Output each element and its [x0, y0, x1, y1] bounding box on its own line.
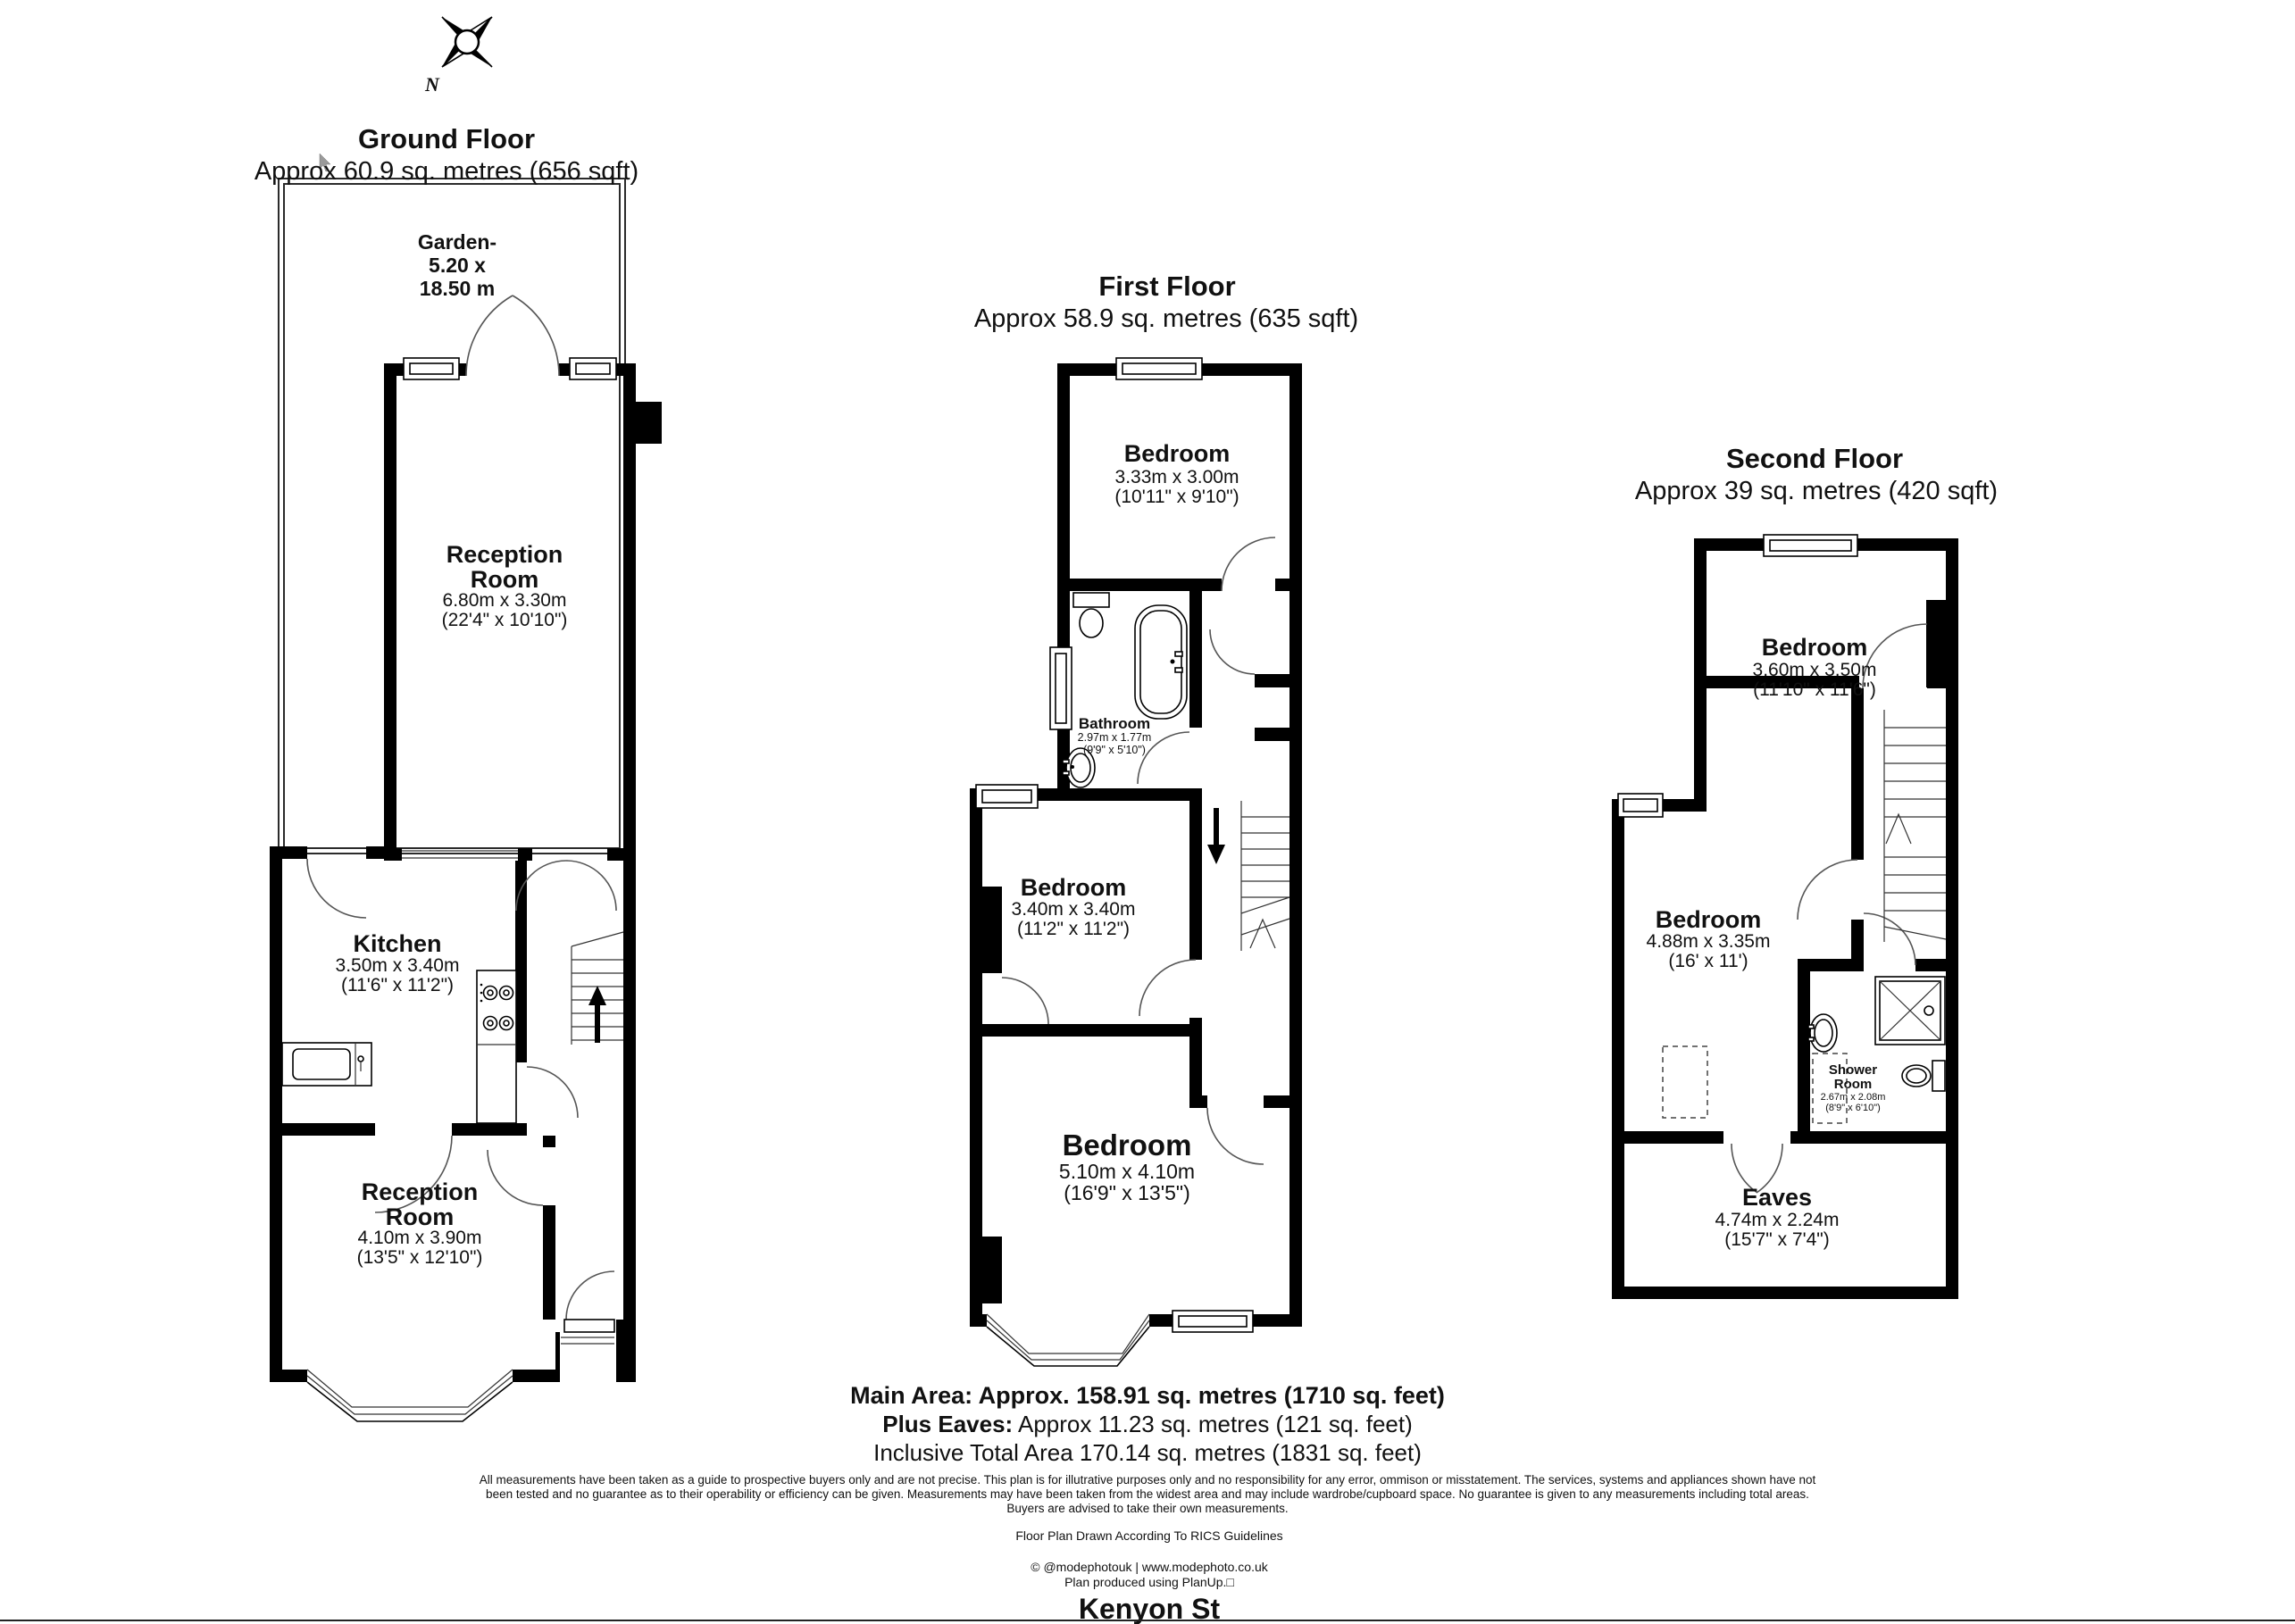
bedroom-rear-first-dims-metric: 3.33m x 3.00m [1114, 467, 1239, 487]
stove-hob [477, 970, 516, 1123]
plus-eaves-total [882, 1411, 1413, 1438]
rear-window-second [1764, 535, 1857, 556]
front-window-first [1173, 1311, 1253, 1332]
stairs-up [572, 932, 623, 1045]
bedroom-front-first-label: Bedroom [1062, 1128, 1192, 1162]
disclaimer-line-3: Buyers are advised to take their own measurements. [1006, 1502, 1289, 1515]
bedroom-front-second-dims-imperial: (16' x 11') [1668, 951, 1748, 971]
compass-north-label: N [425, 73, 439, 96]
storage-dashed-outline [1663, 1046, 1707, 1118]
garden-label: Garden- [417, 230, 497, 254]
rear-window-right [570, 358, 616, 379]
reception-rear-label-2: Room [470, 566, 539, 593]
bathroom-dims-metric: 2.97m x 1.77m [1077, 731, 1152, 744]
kitchen-dims-imperial: (11'6" x 11'2") [340, 975, 455, 995]
rear-window-left [404, 358, 459, 379]
eaves-label: Eaves [1741, 1184, 1813, 1211]
bathtub [1135, 605, 1187, 719]
shower-tray [1875, 977, 1945, 1045]
reception-front-dims-imperial: (13'5" x 12'10") [356, 1247, 483, 1268]
eaves-dims-metric: 4.74m x 2.24m [1715, 1210, 1840, 1230]
kitchen-dims-metric: 3.50m x 3.40m [335, 955, 460, 976]
down-arrow-head [1207, 845, 1225, 864]
eaves-dims-imperial: (15'7" x 7'4") [1724, 1229, 1830, 1250]
first-floor-plan [970, 358, 1302, 1366]
bathroom-dims-imperial: (9'9" x 5'10") [1083, 744, 1146, 756]
ground-floor-subtitle: Approx 60.9 sq. metres (656 sqft) [254, 157, 639, 186]
bathroom-window [1050, 647, 1072, 729]
shower-room-dims-metric: 2.67m x 2.08m [1820, 1092, 1886, 1103]
bottom-rule [0, 1620, 2295, 1621]
basin-second [1808, 1014, 1837, 1052]
bedroom-rear-second-dims-imperial: (11'10" x 11'6") [1753, 679, 1876, 700]
main-area-total: Main Area: Approx. 158.91 sq. metres (1710 sq. feet) [850, 1382, 1445, 1409]
ground-floor-title: Ground Floor [357, 123, 536, 154]
planup-line: Plan produced using PlanUp.□ [1064, 1575, 1234, 1589]
garden-dim1: 5.20 x [429, 254, 486, 277]
second-floor-subtitle: Approx 39 sq. metres (420 sqft) [1634, 477, 1999, 505]
stairs-second [1884, 710, 1946, 942]
bedroom-rear-second-dims-metric: 3.60m x 3.50m [1752, 660, 1877, 680]
street-address: Kenyon St [1078, 1593, 1221, 1624]
toilet-first [1073, 593, 1109, 637]
rear-window-first [1116, 358, 1202, 379]
reception-rear-dims-imperial: (22'4" x 10'10") [441, 610, 568, 630]
reception-rear-label-1: Reception [446, 541, 563, 568]
inclusive-total: Inclusive Total Area 170.14 sq. metres (1831 sq. feet) [873, 1439, 1422, 1466]
bedroom-front-second-dims-metric: 4.88m x 3.35m [1646, 931, 1771, 952]
front-door [561, 1320, 614, 1344]
up-arrow-head [588, 986, 606, 1005]
toilet-second [1902, 1061, 1945, 1091]
bedroom-middle-dims-imperial: (11'2" x 11'2") [1016, 919, 1131, 939]
kitchen-label: Kitchen [353, 930, 442, 957]
first-floor-title: First Floor [1098, 271, 1236, 302]
side-window-first [976, 785, 1038, 808]
bedroom-rear-first-dims-imperial: (10'11" x 9'10") [1114, 487, 1239, 507]
rics-note: Floor Plan Drawn According To RICS Guidelines [1015, 1528, 1283, 1543]
bedroom-rear-first-label: Bedroom [1123, 440, 1231, 467]
disclaimer-line-1: All measurements have been taken as a guide to prospective buyers only and are not precise. This plan is for illutrative purposes only and no responsibility for any error, ommison or misstatement. The services, systems and appliances shown have not [479, 1473, 1816, 1487]
reception-front-label-2: Room [385, 1203, 455, 1230]
shower-room-label-1: Shower [1828, 1062, 1878, 1078]
bedroom-front-first-dims-imperial: (16'9" x 13'5") [1064, 1181, 1190, 1204]
bedroom-middle-dims-metric: 3.40m x 3.40m [1011, 899, 1136, 920]
reception-front-label-1: Reception [361, 1178, 479, 1205]
bedroom-rear-second-label: Bedroom [1761, 634, 1868, 661]
ground-floor-door-arcs [307, 296, 616, 1320]
reception-rear-dims-metric: 6.80m x 3.30m [442, 590, 567, 611]
garden-dim2: 18.50 m [419, 277, 496, 300]
bathroom-label: Bathroom [1078, 715, 1151, 732]
bay-window-first [987, 1314, 1149, 1366]
bedroom-middle-label: Bedroom [1020, 874, 1127, 901]
compass-icon [442, 17, 492, 67]
first-floor-subtitle: Approx 58.9 sq. metres (635 sqft) [973, 304, 1359, 333]
disclaimer-line-2: been tested and no guarantee as to their operability or efficiency can be given. Measurements may have been taken from the widest area and may include wardrobe/cupboard space. No guarantee is given to any measurements including total areas. [486, 1487, 1809, 1501]
plus-eaves-label: Plus Eaves: [882, 1411, 1014, 1437]
bedroom-front-first-dims-metric: 5.10m x 4.10m [1058, 1160, 1196, 1183]
kitchen-sink [282, 1043, 371, 1086]
plus-eaves-value: Approx 11.23 sq. metres (121 sq. feet) [1013, 1411, 1413, 1437]
second-floor-title: Second Floor [1725, 443, 1904, 474]
reception-front-dims-metric: 4.10m x 3.90m [357, 1228, 482, 1248]
shower-room-label-2: Room [1833, 1077, 1873, 1092]
bay-window-ground [307, 1370, 513, 1421]
shower-room-dims-imperial: (8'9" x 6'10") [1825, 1103, 1881, 1113]
stairs-down [1207, 801, 1289, 951]
credit-line: © @modephotouk | www.modephoto.co.uk [1031, 1560, 1268, 1574]
side-window-second [1618, 794, 1663, 817]
bedroom-front-second-label: Bedroom [1655, 906, 1762, 933]
